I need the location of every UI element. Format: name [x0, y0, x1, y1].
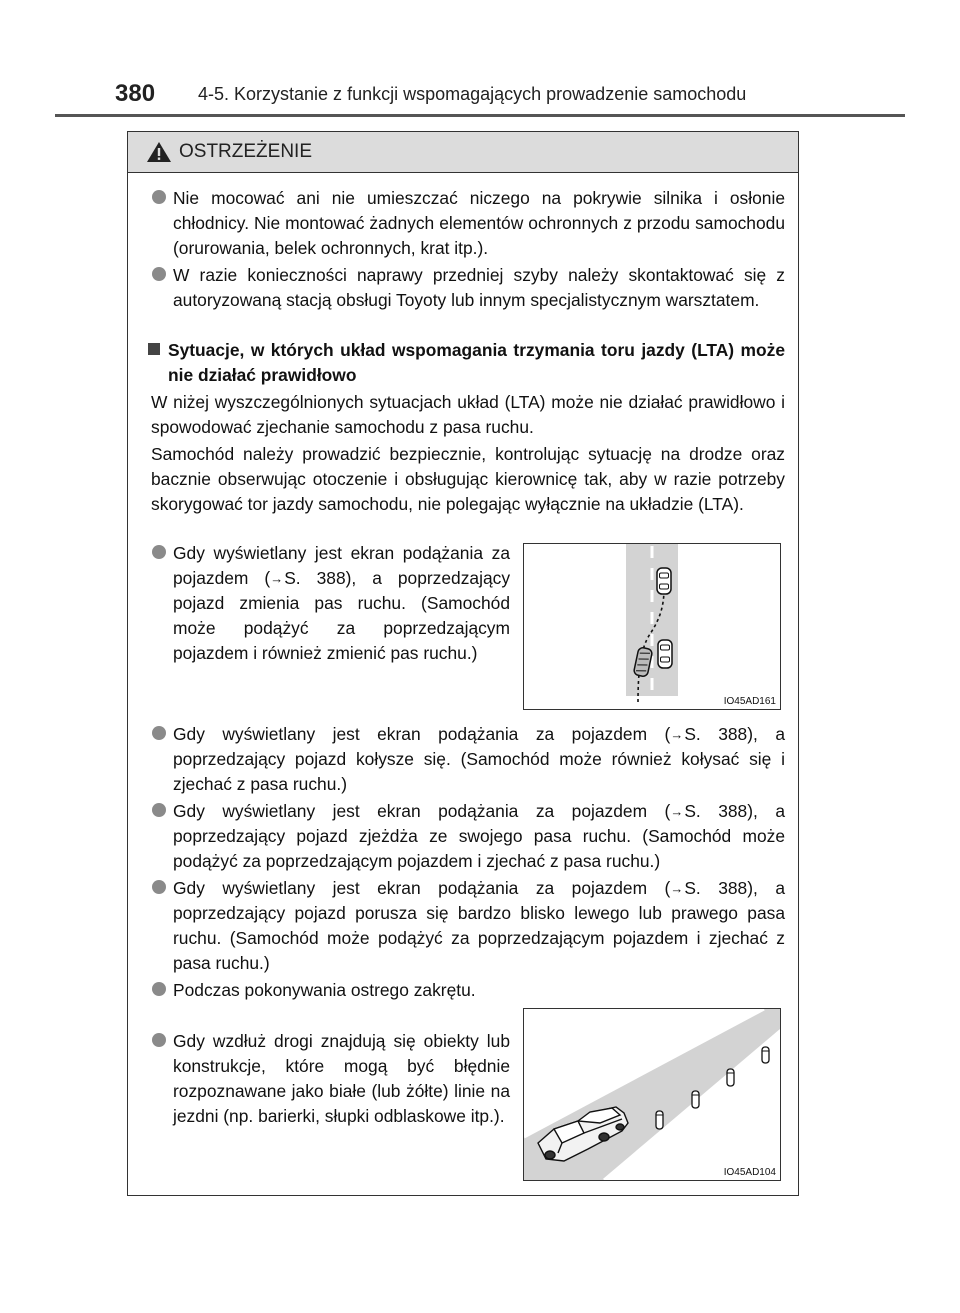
section-title-text: Sytuacje, w których układ wspomagania trzymania toru jazdy (LTA) może nie działać prawidłowo	[168, 340, 785, 385]
bullet-text: Gdy wyświetlany jest ekran podążania za pojazdem (	[173, 878, 671, 898]
reference-arrow-icon: →	[670, 881, 684, 896]
paragraph: Samochód należy prowadzić bezpiecznie, kontrolując sytuację na drodze oraz bacznie obserwując otoczenie i obsługując kierownicę tak, aby w razie potrzeby skorygować tor jazdy samochodu, nie polegając wyłącznie na układzie (LTA).	[151, 444, 785, 514]
page-reference: S. 388	[684, 724, 748, 744]
list-item	[173, 876, 785, 976]
page-header	[55, 76, 905, 117]
bullet-text: ), a poprzedzający pojazd zmienia pas ruchu. (Samochód może podążyć za poprzedzającym pojazdem i również zmienić pas ruchu.)	[173, 568, 511, 663]
bullet-text: W razie konieczności naprawy przedniej szyby należy skontaktować się z autoryzowaną stacją obsługi Toyoty lub innym specjalistycznym warsztatem.	[173, 265, 785, 310]
list-item	[173, 263, 785, 313]
bullet-text: Gdy wyświetlany jest ekran podążania za pojazdem (	[173, 801, 671, 821]
bullet-text: Nie mocować ani nie umieszczać niczego na pokrywie silnika i osłonie chłodnicy. Nie montować żadnych elementów ochronnych z przodu samochodu (orurowania, belek ochronnych, krat itp.).	[173, 188, 785, 258]
car-lead-initial-icon	[658, 640, 672, 668]
bullet-dot-icon	[152, 267, 166, 281]
bullet-text: ), a poprzedzający pojazd kołysze się. (Samochód może również kołysać się i zjechać z pasa ruchu.)	[173, 724, 785, 794]
section-square-icon	[148, 343, 160, 355]
list-item	[173, 799, 785, 874]
warning-triangle-icon	[146, 141, 172, 163]
bullet-dot-icon	[152, 726, 166, 740]
bullet-dot-icon	[152, 1033, 166, 1047]
bullet-dot-icon	[152, 803, 166, 817]
bullet-text: Gdy wyświetlany jest ekran podążania za pojazdem (	[173, 543, 510, 588]
bullet-text: ), a poprzedzający pojazd zjeżdża ze swojego pasa ruchu. (Samochód może podążyć za poprzedzającym pojazdem i zjechać z pasa ruchu.)	[173, 801, 785, 871]
car-lead-icon	[657, 568, 671, 594]
list-item	[173, 978, 785, 1003]
section-title	[145, 338, 785, 388]
lane-change-illustration	[524, 544, 780, 709]
bullet-text: Gdy wzdłuż drogi znajdują się obiekty lub konstrukcje, które mogą być błędnie rozpoznawane jako białe (lub żółte) linie na jezdni (np. barierki, słupki odblaskowe itp.).	[173, 1031, 510, 1126]
list-item	[173, 541, 510, 666]
bullet-dot-icon	[152, 545, 166, 559]
chapter-title: 4-5. Korzystanie z funkcji wspomagających prowadzenie samochodu	[198, 84, 747, 104]
warning-header	[128, 132, 798, 173]
list-item	[173, 722, 785, 797]
warning-title: OSTRZEŻENIE	[179, 141, 313, 162]
bullet-dot-icon	[152, 880, 166, 894]
reference-arrow-icon: →	[670, 804, 684, 819]
figure-code: IO45AD161	[723, 696, 776, 707]
list-item	[173, 186, 785, 261]
roadside-objects-illustration	[524, 1009, 780, 1180]
warning-box	[127, 131, 799, 1196]
page-number: 380	[115, 80, 156, 107]
page-reference: S. 388	[284, 568, 346, 588]
list-item	[173, 1029, 510, 1129]
figure-code: IO45AD104	[723, 1167, 776, 1178]
bullet-text: Podczas pokonywania ostrego zakrętu.	[173, 980, 476, 1000]
bullet-dot-icon	[152, 982, 166, 996]
bullet-text: Gdy wyświetlany jest ekran podążania za pojazdem (	[173, 724, 671, 744]
bullet-dot-icon	[152, 190, 166, 204]
figure-lane-change	[523, 543, 781, 710]
figure-roadside-objects	[523, 1008, 781, 1181]
reference-arrow-icon: →	[670, 727, 684, 742]
reference-arrow-icon: →	[270, 571, 284, 586]
page-reference: S. 388	[684, 801, 748, 821]
paragraph: W niżej wyszczególnionych sytuacjach układ (LTA) może nie działać prawidłowo i spowodować zjechanie samochodu z pasa ruchu.	[151, 392, 785, 437]
bullet-text: ), a poprzedzający pojazd porusza się bardzo blisko lewego lub prawego pasa ruchu. (Samochód może podążyć za poprzedzającym pojazdem i zjechać z pasa ruchu.)	[173, 878, 785, 973]
page-reference: S. 388	[684, 878, 748, 898]
